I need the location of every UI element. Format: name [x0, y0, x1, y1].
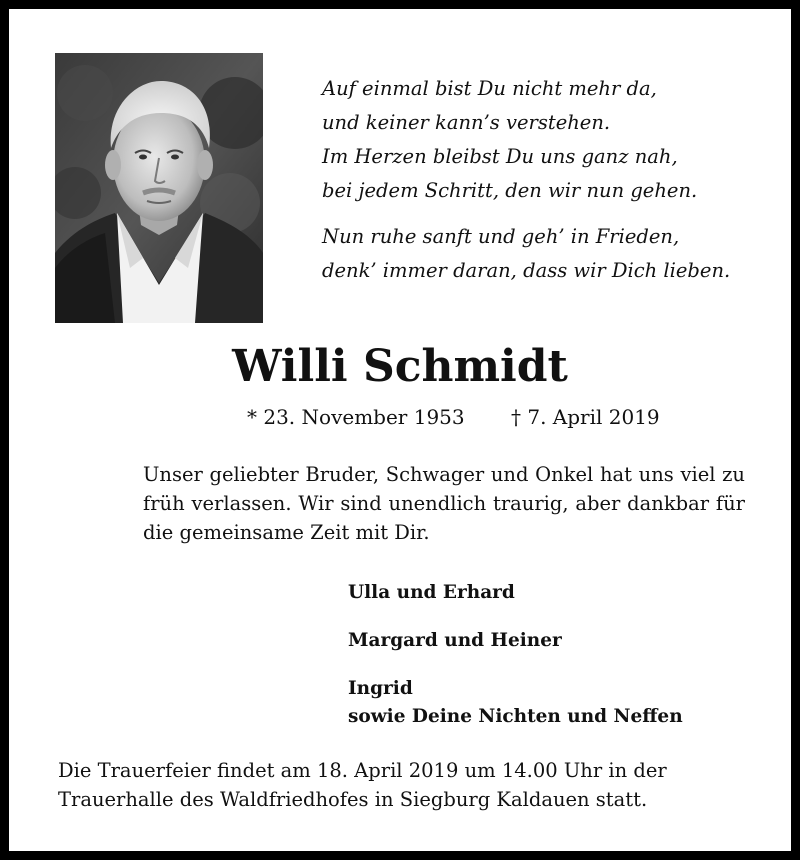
life-dates — [247, 405, 660, 429]
poem-line: bei jedem Schritt, den wir nun gehen. — [322, 179, 698, 202]
portrait-photo — [55, 53, 263, 323]
poem — [322, 72, 762, 300]
death-date: † 7. April 2019 — [510, 405, 660, 429]
obituary-message: Unser geliebter Bruder, Schwager und Onkel hat uns viel zu früh verlassen. Wir sind unendlich traurig, aber dankbar für die gemeinsame Zeit mit Dir. — [143, 463, 745, 544]
poem-stanza-1 — [322, 72, 762, 208]
birth-date: * 23. November 1953 — [247, 405, 465, 429]
poem-line: Auf einmal bist Du nicht mehr da, — [322, 77, 657, 100]
mourner: Ulla und Erhard — [348, 582, 515, 603]
poem-stanza-2 — [322, 220, 762, 288]
mourner: Margard und Heiner — [348, 630, 562, 651]
funeral-notice: Die Trauerfeier findet am 18. April 2019 um 14.00 Uhr in der Trauerhalle des Waldfriedhofes in Siegburg Kaldauen statt. — [58, 759, 667, 811]
poem-line: Im Herzen bleibst Du uns ganz nah, — [322, 145, 678, 168]
deceased-name: Willi Schmidt — [232, 341, 568, 392]
portrait-image — [55, 53, 263, 323]
poem-line: denk’ immer daran, dass wir Dich lieben. — [322, 259, 731, 282]
mourner: sowie Deine Nichten und Neffen — [348, 706, 683, 727]
mourner: Ingrid — [348, 678, 413, 699]
poem-line: und keiner kann’s verstehen. — [322, 111, 611, 134]
poem-line: Nun ruhe sanft und geh’ in Frieden, — [322, 225, 680, 248]
